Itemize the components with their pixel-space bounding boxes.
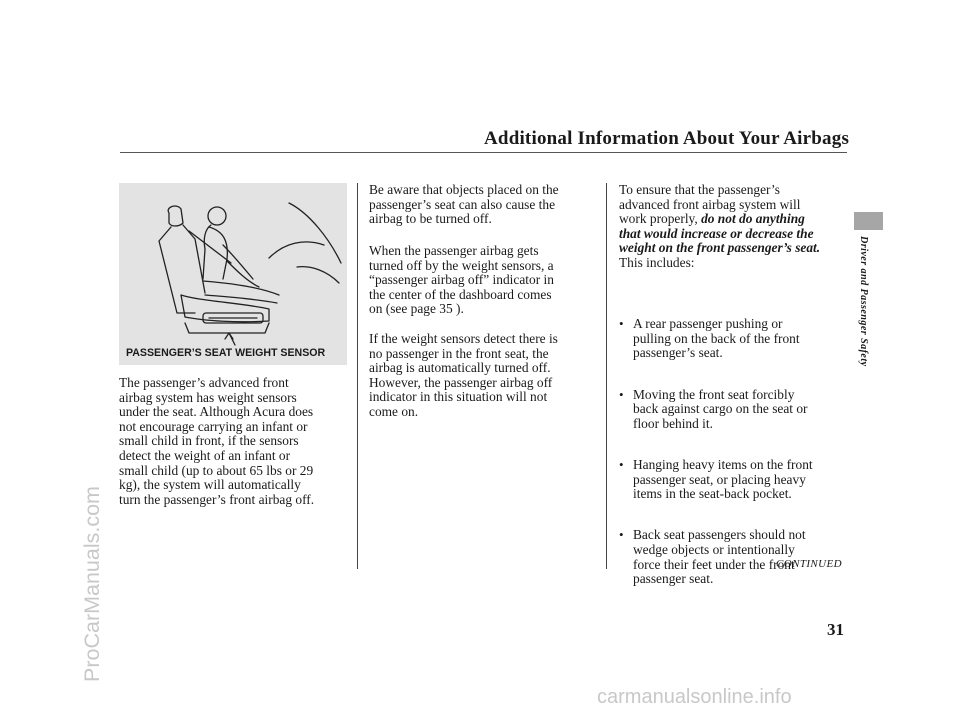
col1-paragraph: The passenger’s advanced front airbag system has weight sensors under the seat. Although Acura does not encourage carrying an infant or small child in front, if the sensors detect the weight of an infant or small child (up to about 65 lbs or 29 kg), the system will automatically turn the passenger’s front airbag off. xyxy=(119,375,315,507)
page-number: 31 xyxy=(827,620,844,639)
intro-line-1: To ensure that the passenger’s xyxy=(619,182,780,197)
column-divider-left xyxy=(357,183,358,569)
section-tab-marker xyxy=(854,212,883,230)
continued-label: CONTINUED xyxy=(776,558,842,570)
side-watermark: ProCarManuals.com xyxy=(80,486,104,682)
bullet-item: • Hanging heavy items on the front passenger seat, or placing heavy items in the seat-back pocket. xyxy=(619,458,851,502)
intro-emphasis-2: that would increase or decrease the xyxy=(619,225,814,241)
bullet-item: • Moving the front seat forcibly back against cargo on the seat or floor behind it. xyxy=(619,388,851,432)
intro-line-3-plain: work properly, xyxy=(619,211,702,227)
seat-sensor-illustration xyxy=(119,183,347,365)
col3-bullets xyxy=(619,288,851,628)
col2-paragraph-3: If the weight sensors detect there is no passenger in the front seat, the airbag is automatically turned off. However, the passenger airbag off indicator in this situation will not come on. xyxy=(369,331,558,419)
header-divider xyxy=(120,152,847,153)
col3-intro xyxy=(619,183,849,271)
intro-line-2: advanced front airbag system will xyxy=(619,196,801,212)
column-divider-right xyxy=(606,183,607,569)
intro-emphasis-1: do not do anything xyxy=(701,211,805,227)
bottom-watermark: carmanualsonline.info xyxy=(597,686,792,708)
page-title: Additional Information About Your Airbags xyxy=(484,128,850,149)
bullet-item: • Back seat passengers should not wedge objects or intentionally force their feet under the front passenger seat. xyxy=(619,528,851,586)
section-tab-label: Driver and Passenger Safety xyxy=(858,236,869,367)
intro-emphasis-3: weight on the front passenger’s seat. xyxy=(619,240,821,256)
intro-line-3 xyxy=(619,212,849,227)
col2-paragraph-1: Be aware that objects placed on the passenger’s seat can also cause the airbag to be turned off. xyxy=(369,182,559,227)
bullet-item: • A rear passenger pushing or pulling on the back of the front passenger’s seat. xyxy=(619,317,851,361)
figure-caption: PASSENGER’S SEAT WEIGHT SENSOR xyxy=(126,347,326,359)
intro-tail: This includes: xyxy=(619,254,695,270)
col2-paragraph-2: When the passenger airbag gets turned off by the weight sensors, a “passenger airbag off” indicator in the center of the dashboard comes on (see page 35 ). xyxy=(369,243,554,317)
seat-weight-sensor-figure xyxy=(119,183,347,365)
